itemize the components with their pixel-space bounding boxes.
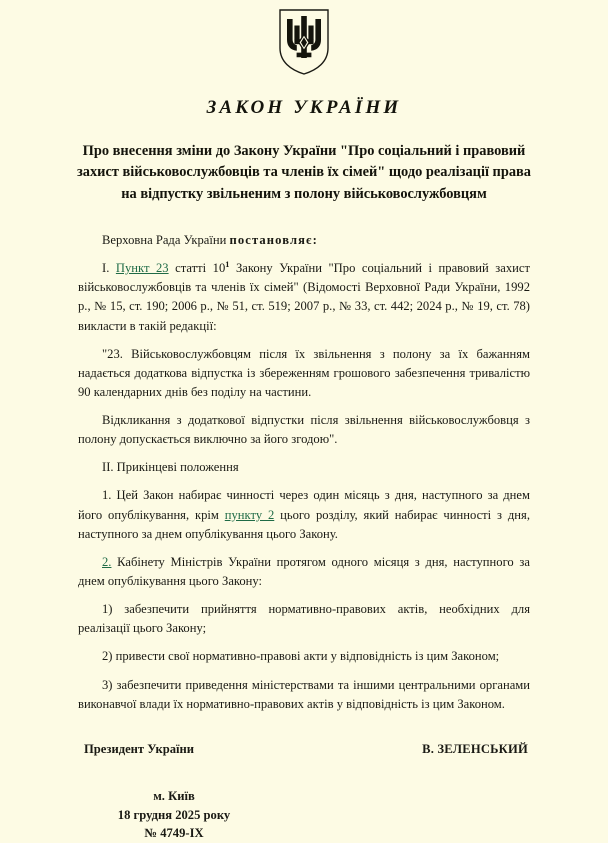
section-one-text-before-sup: статті 10 [168, 261, 226, 276]
act-title: Про внесення зміни до Закону України "Про соціальний і правовий захист військовослужбовців та членів їх сімей" щодо реалізації права на відпустку звільненим з полону військовослужбовцям [77, 143, 531, 202]
section-one-text-after-sup: Закону України "Про соціальний і правовий захист військовослужбовців та членів їх сімей" (Відомості Верховної Ради України, 1992 р., № 15, ст. 190; 2006 р., № 51, ст. 519; 2007 р., № 33, ст. 442; 2024 р., № 19, ст. 78) викласти в такій редакції: [78, 261, 530, 333]
section-two-subitem-2: 2) привести свої нормативно-правові акти у відповідність із цим Законом; [102, 649, 500, 664]
page-title: ЗАКОН УКРАЇНИ [206, 97, 402, 118]
preamble-paragraph [78, 231, 530, 250]
emblem-container [0, 0, 608, 78]
document-body [78, 231, 530, 714]
imprint-block [78, 787, 530, 843]
quoted-paragraph-recall: Відкликання з додаткової відпустки після звільнення військовослужбовця з полону допускається виключно за його згодою". [78, 413, 530, 447]
section-two-subitem-3: 3) забезпечити приведення міністерствами та іншими центральними органами виконавчої влади їх нормативно-правових актів у відповідність із цим Законом. [78, 677, 530, 711]
signature-role: Президент України [84, 741, 195, 756]
preamble-lead: Верховна Рада України [102, 232, 230, 247]
item-2-text: Кабінету Міністрів України протягом одного місяця з дня, наступного за днем опублікування цього Закону: [78, 554, 530, 589]
section-one-superscript: 1 [225, 259, 230, 269]
item-1-text-after-link: цього розділу, який набирає чинності з дня, наступного за днем опублікування цього Закону. [78, 507, 530, 541]
section-two-subitem-1: 1) забезпечити прийняття нормативно-правових актів, необхідних для реалізації цього Закону; [78, 602, 530, 636]
section-one-paragraph [78, 259, 530, 336]
signature-name: В. ЗЕЛЕНСЬКИЙ [422, 741, 528, 756]
section-one-marker: I. [102, 261, 110, 276]
link-punkt-23[interactable]: Пункт 23 [115, 261, 169, 276]
link-punktu-2[interactable]: пункту 2 [224, 507, 275, 522]
section-two-item-1 [78, 486, 530, 543]
ukraine-trident-coat-of-arms-icon [277, 8, 331, 76]
item-1-text-before-link: Цей Закон набирає чинності через один місяць з дня, наступного за днем його опублікування, крім [78, 488, 530, 522]
link-punkt-2-marker[interactable]: 2. [102, 554, 112, 569]
quoted-paragraph-23: "23. Військовослужбовцям після їх звільнення з полону за їх бажанням надається додаткова відпустка із збереженням грошового забезпечення тривалістю 90 календарних днів без поділу на частини. [78, 346, 530, 399]
imprint-city: м. Київ [153, 788, 195, 803]
item-1-marker: 1. [102, 488, 112, 503]
section-two-item-2 [78, 553, 530, 591]
preamble-decree-word: постановляє: [229, 232, 318, 247]
imprint-date: 18 грудня 2025 року [117, 807, 231, 822]
signature-block [78, 742, 530, 757]
section-two-heading: II. Прикінцеві положення [102, 460, 239, 475]
imprint-number: № 4749-IX [144, 826, 204, 841]
